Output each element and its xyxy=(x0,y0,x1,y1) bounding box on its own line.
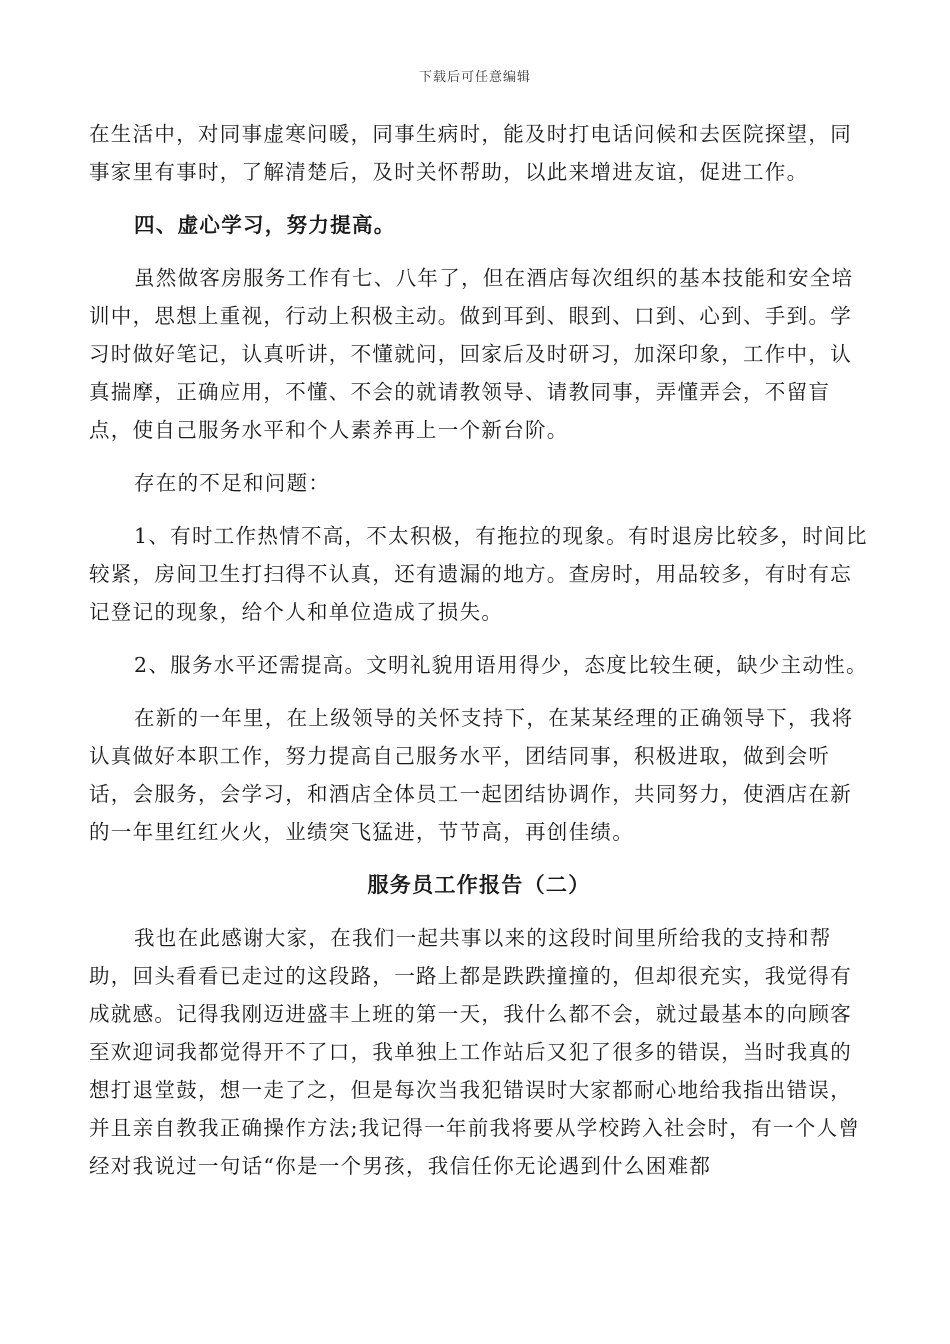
paragraph-shortcomings-label: 存在的不足和问题： xyxy=(134,471,331,495)
document-body xyxy=(89,115,869,1185)
paragraph-thanks: 我也在此感谢大家，在我们一起共事以来的这段时间里所给我的支持和帮助，回头看看已走过的这段路，一路上都是跌跌撞撞的，但却很充实，我觉得有成就感。记得我刚迈进盛丰上班的第一天，我什么都不会，就过最基本的向顾客至欢迎词我都觉得开不了口，我单独上工作站后又犯了很多的错误，当时我真的想打退堂鼓，想一走了之，但是每次当我犯错误时大家都耐心地给我指出错误，并且亲自教我正确操作方法;我记得一年前我将要从学校跨入社会时，有一个人曾经对我说过一句话“你是一个男孩，我信任你无论遇到什么困难都 xyxy=(89,926,861,1178)
section-heading-study: 四、虚心学习，努力提高。 xyxy=(134,213,396,237)
paragraph-shortcoming-2: 2、服务水平还需提高。文明礼貌用语用得少，态度比较生硬，缺少主动性。 xyxy=(134,653,868,677)
report-title-2: 服务员工作报告（二） xyxy=(367,872,591,897)
paragraph-new-year-plan: 在新的一年里，在上级领导的关怀支持下，在某某经理的正确领导下，我将认真做好本职工作，努力提高自己服务水平，团结同事，积极进取，做到会听话，会服务，会学习，和酒店全体员工一起团结协调作，共同努力，使酒店在新的一年里红红火火，业绩突飞猛进，节节高，再创佳绩。 xyxy=(89,706,854,844)
paragraph-shortcoming-1: 1、有时工作热情不高，不太积极，有拖拉的现象。有时退房比较多，时间比较紧，房间卫生打扫得不认真，还有遗漏的地方。查房时，用品较多，有时有忘记登记的现象，给个人和单位造成了损失。 xyxy=(89,524,868,624)
paragraph-colleague-care: 在生活中，对同事虚寒问暖，同事生病时，能及时打电话问候和去医院探望，同事家里有事时，了解清楚后，及时关怀帮助，以此来增进友谊，促进工作。 xyxy=(89,122,852,184)
paragraph-training: 虽然做客房服务工作有七、八年了，但在酒店每次组织的基本技能和安全培训中，思想上重视，行动上积极主动。做到耳到、眼到、口到、心到、手到。学习时做好笔记，认真听讲，不懂就问，回家后及时研习，加深印象，工作中，认真揣摩，正确应用，不懂、不会的就请教领导、请教同事，弄懂弄会，不留盲点，使自己服务水平和个人素养再上一个新台阶。 xyxy=(89,266,854,442)
page-header-note: 下载后可任意编辑 xyxy=(418,70,531,85)
